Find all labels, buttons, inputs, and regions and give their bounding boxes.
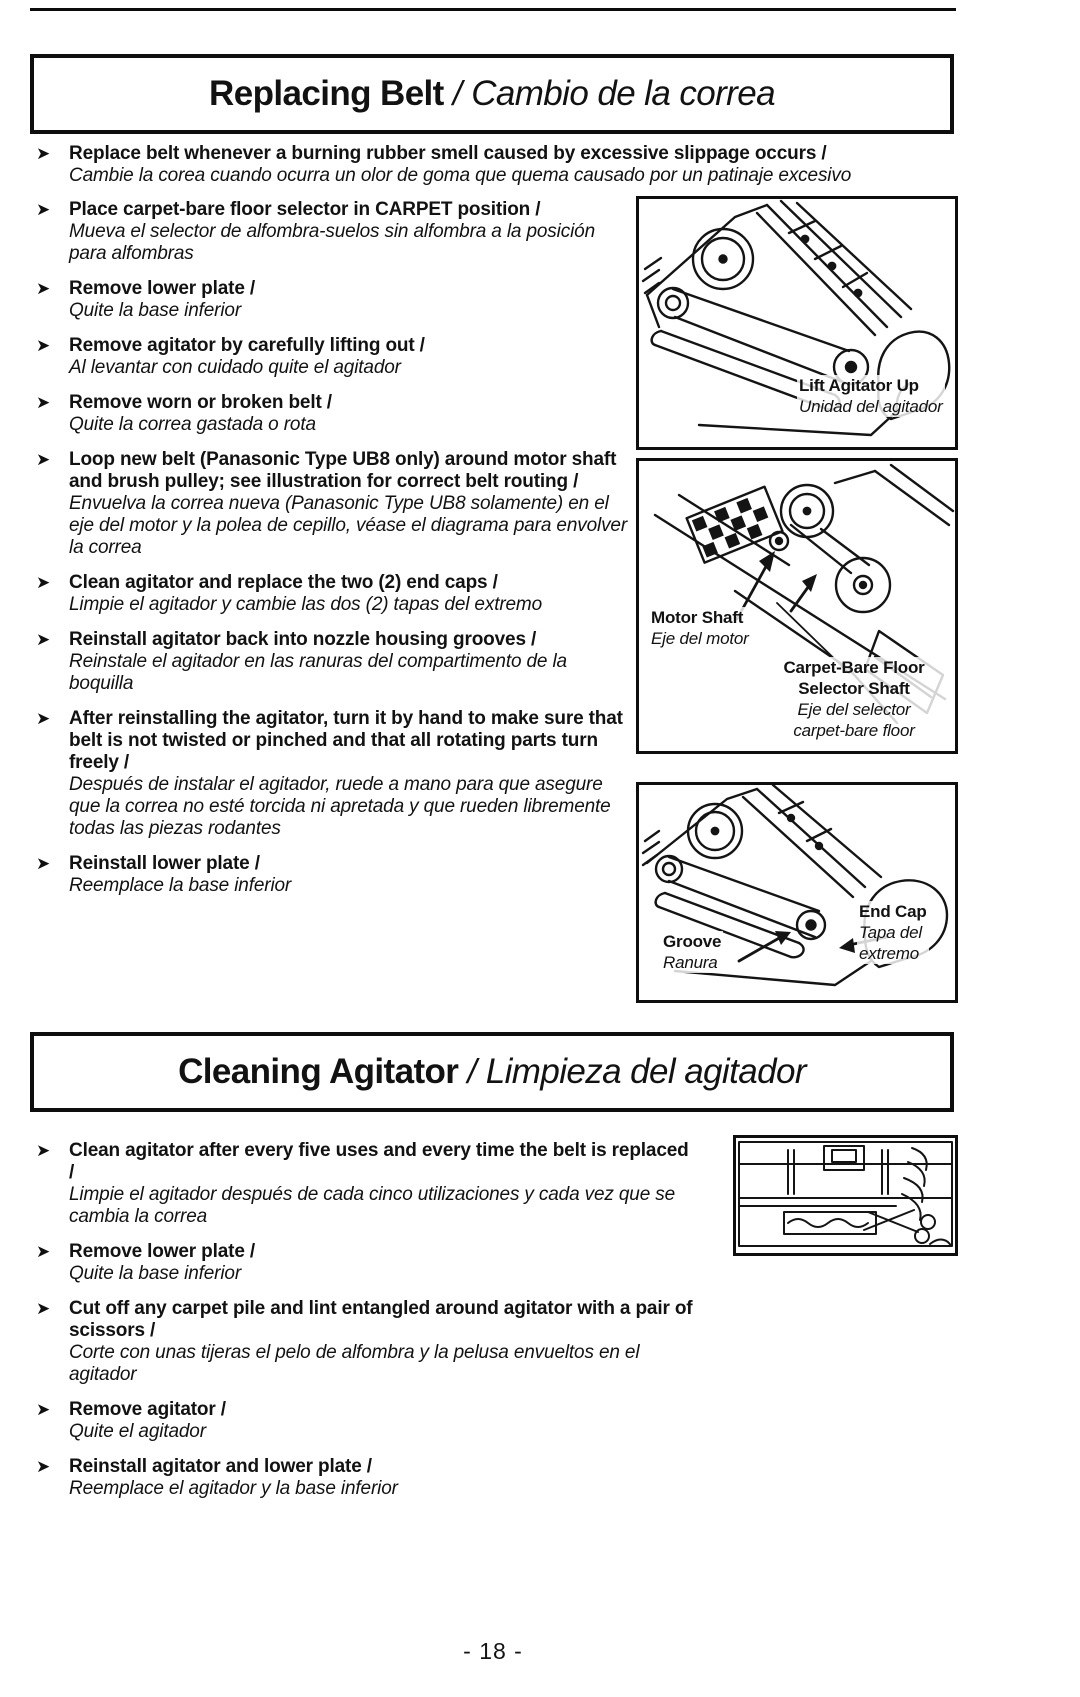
instruction-en: Loop new belt (Panasonic Type UB8 only) around motor shaft and brush pulley; see illustration for correct belt routing / bbox=[69, 449, 617, 492]
page-number: - 18 - bbox=[463, 1638, 523, 1664]
instruction-en: Clean agitator after every five uses and every time the belt is replaced / bbox=[69, 1140, 689, 1183]
bullet-arrow-icon: ➤ bbox=[36, 200, 51, 219]
instruction-item bbox=[36, 1456, 694, 1500]
section-header-replacing-belt bbox=[30, 54, 954, 134]
bullet-arrow-icon: ➤ bbox=[36, 1457, 51, 1476]
bullet-arrow-icon: ➤ bbox=[36, 573, 51, 592]
instruction-en: Reinstall lower plate / bbox=[69, 853, 260, 874]
caption-en: Lift Agitator Up bbox=[799, 376, 919, 395]
instruction-es: Reemplace el agitador y la base inferior bbox=[69, 1478, 398, 1499]
figure-caption bbox=[797, 375, 945, 417]
motor-shaft-label bbox=[649, 607, 751, 649]
figure-groove-endcap bbox=[636, 782, 958, 1003]
instruction-es: Reinstale el agitador en las ranuras del compartimento de la boquilla bbox=[69, 651, 567, 694]
bullet-arrow-icon: ➤ bbox=[36, 336, 51, 355]
instruction-en: Remove agitator by carefully lifting out / bbox=[69, 335, 425, 356]
section-title-en: Cleaning Agitator bbox=[178, 1052, 459, 1091]
label-es-line1: Eje del selector bbox=[797, 700, 911, 719]
instruction-item bbox=[36, 1399, 694, 1443]
label-en: Motor Shaft bbox=[651, 608, 744, 627]
bullet-arrow-icon: ➤ bbox=[36, 1299, 51, 1318]
instruction-item bbox=[36, 199, 634, 265]
instruction-es: Envuelva la correa nueva (Panasonic Type UB8 solamente) en el eje del motor y la polea de cepillo, véase el diagrama para envolver la correa bbox=[69, 493, 628, 558]
bullet-arrow-icon: ➤ bbox=[36, 450, 51, 469]
title-separator: / bbox=[467, 1052, 477, 1091]
section-header-cleaning-agitator bbox=[30, 1032, 954, 1112]
instruction-es: Cambie la corea cuando ocurra un olor de goma que quema causado por un patinaje excesivo bbox=[69, 165, 852, 186]
bullet-arrow-icon: ➤ bbox=[36, 1141, 51, 1160]
replacing-belt-instruction-list bbox=[36, 199, 634, 910]
instruction-item bbox=[36, 392, 634, 436]
instruction-en: Clean agitator and replace the two (2) end caps / bbox=[69, 572, 498, 593]
bullet-arrow-icon: ➤ bbox=[36, 1242, 51, 1261]
bullet-arrow-icon: ➤ bbox=[36, 279, 51, 298]
groove-label bbox=[661, 931, 723, 973]
instruction-es: Limpie el agitador después de cada cinco utilizaciones y cada vez que se cambia la correa bbox=[69, 1184, 676, 1227]
instruction-item bbox=[36, 335, 634, 379]
instruction-en: Remove lower plate / bbox=[69, 278, 256, 299]
instruction-es: Mueva el selector de alfombra-suelos sin alfombra a la posición para alfombras bbox=[69, 221, 595, 264]
bullet-arrow-icon: ➤ bbox=[36, 630, 51, 649]
section-title-en: Replacing Belt bbox=[209, 74, 444, 113]
instruction-en: Remove lower plate / bbox=[69, 1241, 256, 1262]
instruction-en: Cut off any carpet pile and lint entangled around agitator with a pair of scissors / bbox=[69, 1298, 693, 1341]
instruction-es: Quite el agitador bbox=[69, 1421, 206, 1442]
instruction-es: Al levantar con cuidado quite el agitador bbox=[69, 357, 401, 378]
instruction-es: Corte con unas tijeras el pelo de alfombra y la pelusa envueltos en el agitador bbox=[69, 1342, 640, 1385]
instruction-es: Limpie el agitador y cambie las dos (2) tapas del extremo bbox=[69, 594, 543, 615]
bullet-arrow-icon: ➤ bbox=[36, 393, 51, 412]
instruction-item bbox=[36, 449, 634, 559]
label-en-line2: Selector Shaft bbox=[798, 679, 910, 698]
bullet-arrow-icon: ➤ bbox=[36, 709, 51, 728]
instruction-en: Place carpet-bare floor selector in CARPET position / bbox=[69, 199, 541, 220]
instruction-en: Reinstall agitator back into nozzle housing grooves / bbox=[69, 629, 537, 650]
instruction-en: Remove worn or broken belt / bbox=[69, 392, 332, 413]
instruction-en: Replace belt whenever a burning rubber smell caused by excessive slippage occurs / bbox=[69, 143, 827, 164]
label-es-line2: carpet-bare floor bbox=[793, 721, 915, 740]
label-es: Ranura bbox=[663, 953, 718, 972]
instruction-es: Quite la correa gastada o rota bbox=[69, 414, 316, 435]
label-en-line1: Carpet-Bare Floor bbox=[783, 658, 925, 677]
section-title-es: Cambio de la correa bbox=[471, 74, 775, 113]
instruction-item bbox=[36, 708, 634, 840]
label-es-line1: Tapa del bbox=[859, 923, 922, 942]
instruction-item bbox=[36, 1298, 694, 1386]
bullet-arrow-icon: ➤ bbox=[36, 1400, 51, 1419]
instruction-item bbox=[36, 629, 634, 695]
instruction-es: Reemplace la base inferior bbox=[69, 875, 292, 896]
end-cap-label bbox=[857, 901, 929, 964]
instruction-item bbox=[36, 572, 634, 616]
instruction-es: Quite la base inferior bbox=[69, 1263, 242, 1284]
selector-shaft-label bbox=[753, 657, 955, 741]
agitator-cleaning-drawing bbox=[736, 1138, 955, 1253]
label-es-line2: extremo bbox=[859, 944, 920, 963]
label-es: Eje del motor bbox=[651, 629, 749, 648]
figure-belt-routing bbox=[636, 458, 958, 754]
instruction-item bbox=[36, 1241, 694, 1285]
instruction-en: After reinstalling the agitator, turn it by hand to make sure that belt is not twisted or pinched and that all rotating parts turn freely / bbox=[69, 708, 623, 773]
bullet-arrow-icon: ➤ bbox=[36, 144, 51, 163]
page-top-rule bbox=[30, 8, 956, 11]
instruction-es: Después de instalar el agitador, ruede a mano para que asegure que la correa no esté torcida ni apretada y que rueden libremente todas las piezas rodantes bbox=[69, 774, 611, 839]
instruction-item bbox=[36, 1140, 694, 1228]
figure-lift-agitator bbox=[636, 196, 958, 450]
instruction-item bbox=[36, 143, 948, 187]
label-en: Groove bbox=[663, 932, 722, 951]
bullet-arrow-icon: ➤ bbox=[36, 854, 51, 873]
section-title-es: Limpieza del agitador bbox=[485, 1052, 806, 1091]
title-separator: / bbox=[452, 74, 463, 113]
caption-es: Unidad del agitador bbox=[799, 397, 943, 416]
instruction-en: Reinstall agitator and lower plate / bbox=[69, 1456, 372, 1477]
instruction-es: Quite la base inferior bbox=[69, 300, 242, 321]
instruction-item bbox=[36, 853, 634, 897]
instruction-item bbox=[36, 278, 634, 322]
instruction-en: Remove agitator / bbox=[69, 1399, 226, 1420]
cleaning-agitator-instruction-list bbox=[36, 1140, 694, 1513]
label-en: End Cap bbox=[859, 902, 927, 921]
instruction-list-intro bbox=[36, 143, 948, 200]
figure-cleaning-agitator bbox=[733, 1135, 958, 1256]
